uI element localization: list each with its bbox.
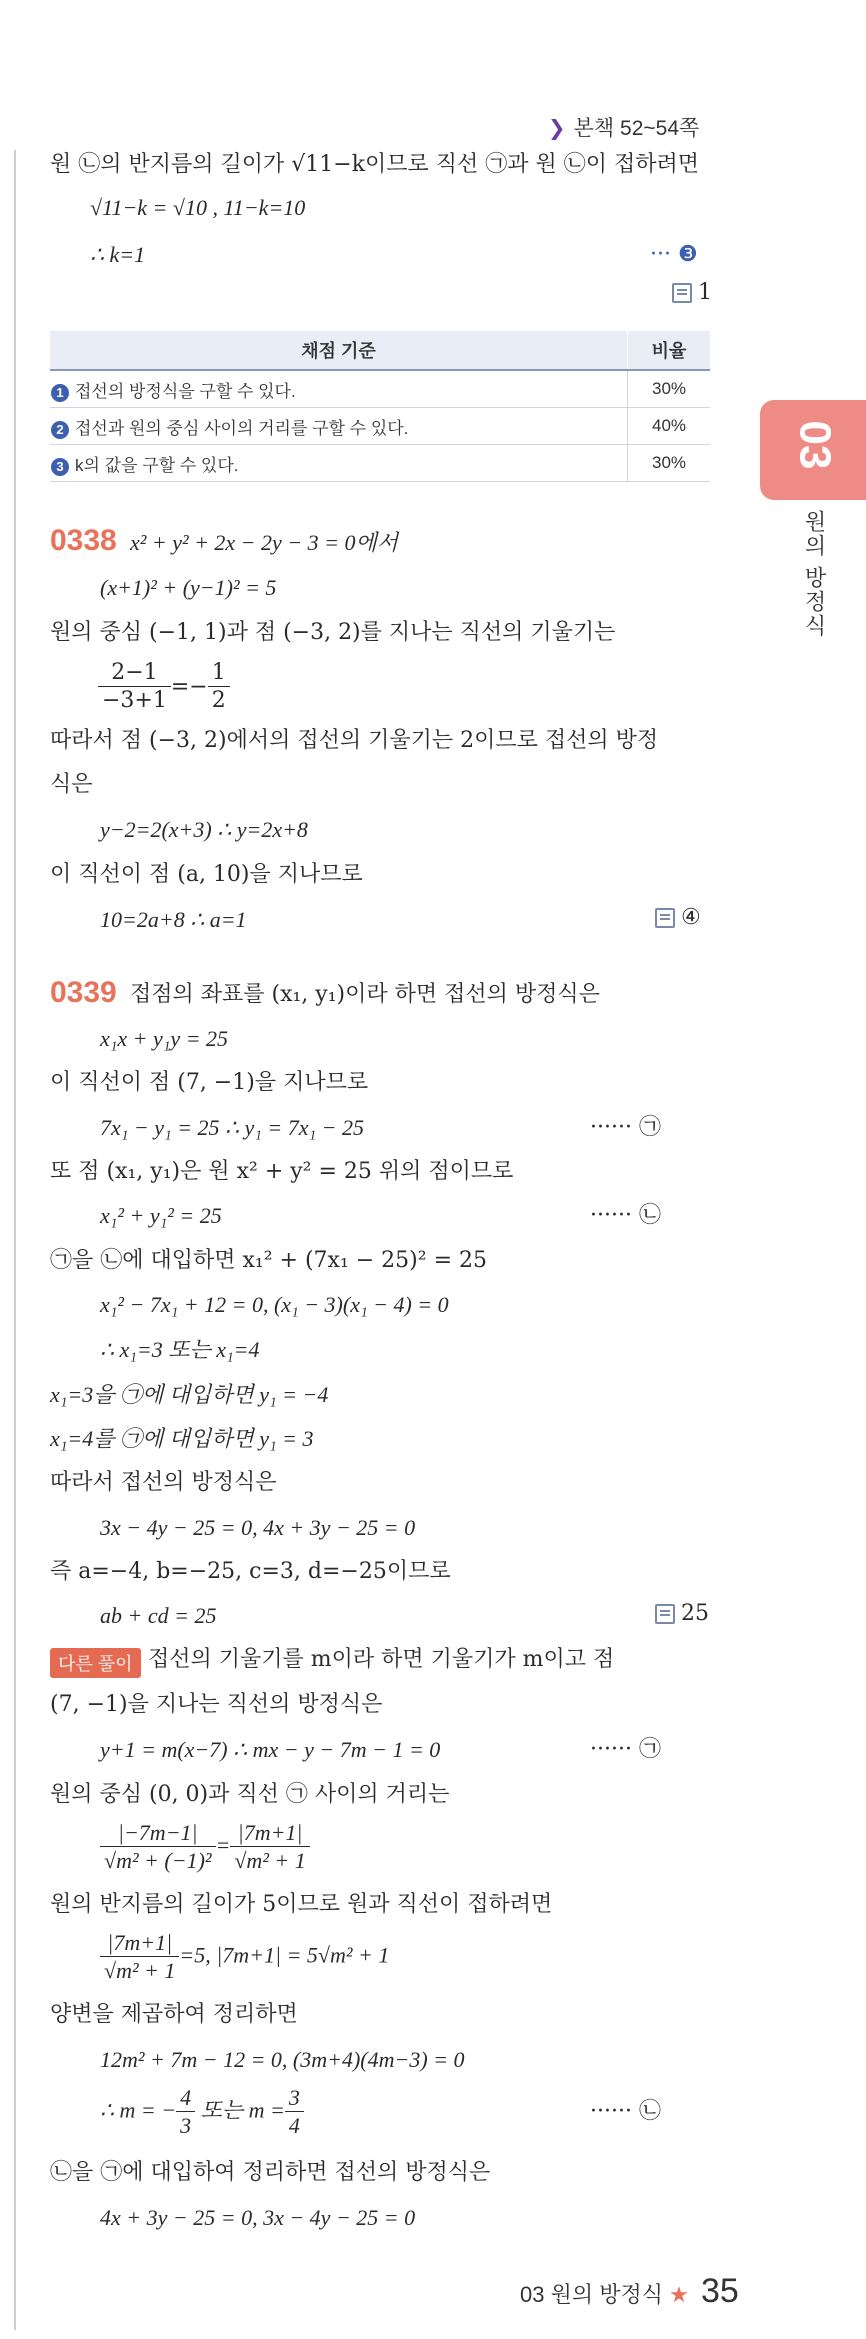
p0339-line-13: 3x − 4y − 25 = 0, 4x + 3y − 25 = 0	[100, 1515, 416, 1540]
fraction: $\frac{1}{2}$	[208, 660, 230, 715]
scoring-table	[50, 331, 710, 482]
page-number: 35	[700, 2272, 739, 2310]
alt-line-7: 12m² + 7m − 12 = 0, (3m+4)(4m−3) = 0	[100, 2047, 465, 2072]
answer-0339	[655, 1601, 709, 1626]
ref-arrow-icon: ❯	[548, 117, 566, 140]
fraction: $\frac{3}{4}$	[285, 2085, 304, 2140]
p0338-line-5: 식은	[50, 772, 93, 797]
p0339-line-4: 7x₁ − y₁ = 25 ∴ y₁ = 7x₁ − 25	[100, 1115, 365, 1140]
step-number-icon: 1	[51, 384, 69, 402]
fraction: $\frac{4}{3}$	[176, 2085, 195, 2140]
p0339-line-1: 접점의 좌표를 (x₁, y₁)이라 하면 접선의 방정식은	[130, 982, 600, 1007]
p0339-line-2: x₁x + y₁y = 25	[100, 1026, 229, 1051]
page-footer	[520, 2272, 739, 2311]
answer-0338	[655, 905, 701, 930]
p0339-line-7: ㉠을 ㉡에 대입하면 x₁² + (7x₁ − 25)² = 25	[50, 1248, 487, 1273]
p0338-line-1: x² + y² + 2x − 2y − 3 = 0에서	[130, 530, 398, 555]
left-margin-rule	[14, 150, 16, 2330]
star-icon: ★	[669, 2282, 689, 2307]
top-line-3: ∴ k=1	[90, 242, 146, 267]
alt-line-10: 4x + 3y − 25 = 0, 3x − 4y − 25 = 0	[100, 2205, 416, 2230]
table-row	[50, 370, 710, 408]
p0338-slope-expression: $\frac{2-1}{-3+1}$ =− $\frac{1}{2}$	[98, 660, 230, 715]
answer-value: 1	[698, 280, 712, 305]
p0339-line-3: 이 직선이 점 (7, −1)을 지나므로	[50, 1070, 369, 1095]
table-header-criteria: 채점 기준	[50, 331, 628, 370]
p0338-line-2: (x+1)² + (y−1)² = 5	[100, 575, 277, 600]
problem-number-0339: 0339	[50, 976, 117, 1009]
alt-m-values: ∴ m = − $\frac{4}{3}$ 또는 m = $\frac{3}{4}$	[100, 2085, 304, 2140]
p0339-mark-1: ······ ㉠	[590, 1115, 661, 1140]
p0339-line-10: x₁=3을 ㉠에 대입하면 y₁ = −4	[50, 1382, 329, 1407]
table-row	[50, 445, 710, 482]
step-number-icon: 3	[51, 458, 69, 476]
table-row	[50, 408, 710, 445]
alt-line-9: ㉡을 ㉠에 대입하여 정리하면 접선의 방정식은	[50, 2160, 491, 2185]
alt-solution-badge: 다른 풀이	[50, 1648, 141, 1678]
fraction: $\frac{|7m+1|}{\text{√m² + 1}}$	[100, 1930, 179, 1985]
alt-distance-expression: $\frac{|-7m-1|}{\text{√m² + (−1)²}}$ = $\frac{|7m+1|}{\text{√m² + 1}}$	[100, 1820, 310, 1875]
page-reference	[548, 112, 699, 142]
alt-tangent-condition: $\frac{|7m+1|}{\text{√m² + 1}}$ =5, |7m+1| = 5√m² + 1	[100, 1930, 389, 1985]
step-number-icon: 2	[51, 421, 69, 439]
footer-chapter: 03 원의 방정식	[520, 2282, 663, 2307]
ratio-cell: 30%	[628, 445, 711, 482]
ratio-cell: 30%	[628, 370, 711, 408]
p0338-line-4: 따라서 점 (−3, 2)에서의 접선의 기울기는 2이므로 접선의 방정	[50, 728, 659, 753]
fraction: $\frac{|7m+1|}{\text{√m² + 1}}$	[230, 1820, 309, 1875]
ratio-cell: 40%	[628, 408, 711, 445]
fraction: $\frac{|-7m-1|}{\text{√m² + (−1)²}}$	[100, 1820, 216, 1875]
p0339-line-11: x₁=4를 ㉠에 대입하면 y₁ = 3	[50, 1426, 314, 1451]
alt-line-4: 원의 중심 (0, 0)과 직선 ㉠ 사이의 거리는	[50, 1782, 450, 1807]
p0339-line-8: x₁² − 7x₁ + 12 = 0, (x₁ − 3)(x₁ − 4) = 0	[100, 1292, 449, 1317]
fraction: $\frac{2-1}{-3+1}$	[98, 660, 171, 715]
alt-line-2: (7, −1)을 지나는 직선의 방정식은	[50, 1692, 383, 1717]
chapter-tab-title: 원의 방정식	[802, 510, 827, 639]
p0338-line-3: 원의 중심 (−1, 1)과 점 (−3, 2)를 지나는 직선의 기울기는	[50, 620, 616, 645]
p0339-mark-2: ······ ㉡	[590, 1203, 661, 1228]
p0339-line-6: x₁² + y₁² = 25	[100, 1203, 222, 1228]
top-line-1: 원 ㉡의 반지름의 길이가 √11−k이므로 직선 ㉠과 원 ㉡이 접하려면	[50, 152, 700, 177]
ref-label: 본책	[573, 117, 615, 140]
answer-top	[672, 280, 712, 305]
answer-value: ④	[681, 905, 701, 930]
step-mark-3: ··· ❸	[650, 242, 698, 267]
criteria-text: k의 값을 구할 수 있다.	[75, 455, 239, 475]
answer-icon	[655, 908, 675, 928]
top-line-2: √11−k = √10 , 11−k=10	[90, 195, 306, 220]
table-header-ratio: 비율	[628, 331, 711, 370]
alt-line-6: 양변을 제곱하여 정리하면	[50, 2002, 298, 2027]
chapter-tab-number: 03	[790, 420, 840, 470]
p0339-line-15: ab + cd = 25	[100, 1603, 217, 1628]
alt-mark-1: ······ ㉠	[590, 1737, 661, 1762]
alt-line-1: 접선의 기울기를 m이라 하면 기울기가 m이고 점	[148, 1647, 615, 1672]
alt-mark-2: ······ ㉡	[590, 2099, 661, 2124]
p0339-line-5: 또 점 (x₁, y₁)은 원 x² + y² = 25 위의 점이므로	[50, 1159, 514, 1184]
p0339-line-14: 즉 a=−4, b=−25, c=3, d=−25이므로	[50, 1559, 451, 1584]
p0338-line-6: y−2=2(x+3) ∴ y=2x+8	[100, 817, 308, 842]
p0338-line-7: 이 직선이 점 (a, 10)을 지나므로	[50, 862, 363, 887]
alt-line-3: y+1 = m(x−7) ∴ mx − y − 7m − 1 = 0	[100, 1737, 441, 1762]
p0339-line-9: ∴ x₁=3 또는 x₁=4	[100, 1337, 260, 1362]
p0338-line-8: 10=2a+8 ∴ a=1	[100, 907, 247, 932]
answer-icon	[655, 1604, 675, 1624]
answer-icon	[672, 283, 692, 303]
p0339-line-12: 따라서 접선의 방정식은	[50, 1470, 277, 1495]
answer-value: 25	[681, 1601, 709, 1626]
criteria-text: 접선의 방정식을 구할 수 있다.	[75, 381, 296, 401]
problem-number-0338: 0338	[50, 524, 117, 557]
criteria-text: 접선과 원의 중심 사이의 거리를 구할 수 있다.	[75, 418, 409, 438]
alt-line-5: 원의 반지름의 길이가 5이므로 원과 직선이 접하려면	[50, 1892, 553, 1917]
ref-pages: 52~54쪽	[620, 117, 700, 140]
